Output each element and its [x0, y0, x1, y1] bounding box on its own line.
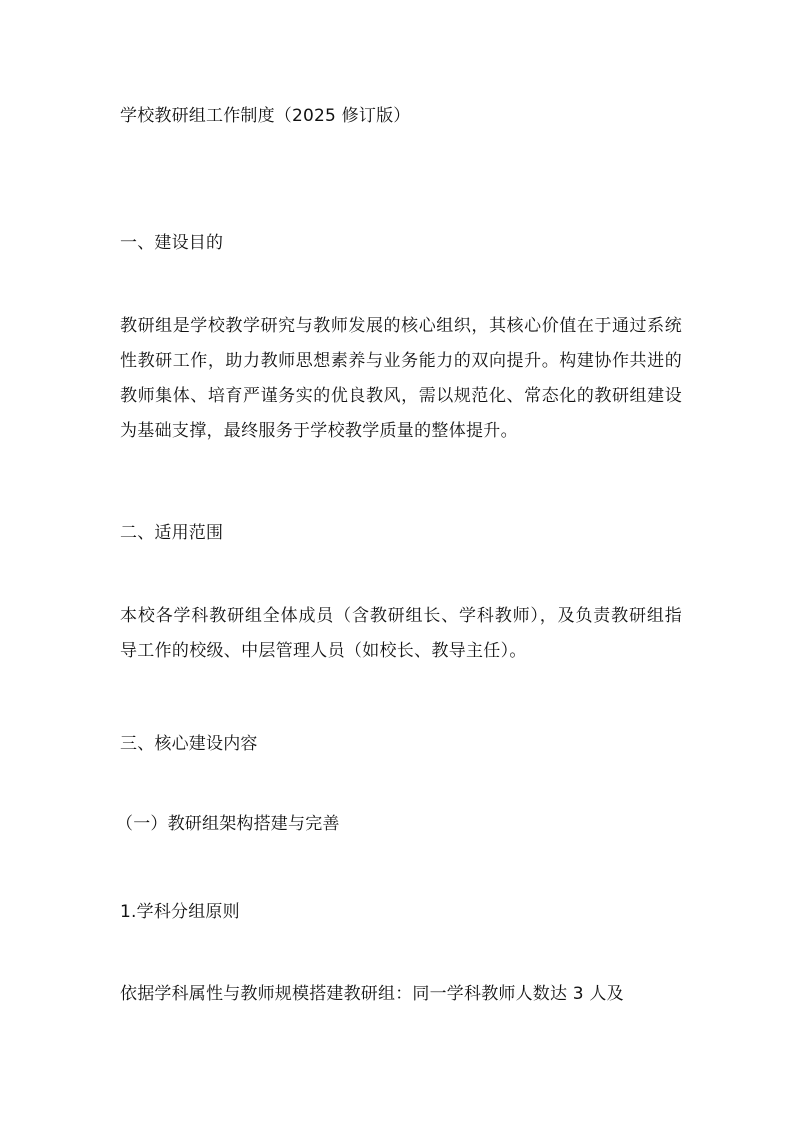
section-heading-core-content: 三、核心建设内容 — [120, 734, 258, 754]
section-heading-scope: 二、适用范围 — [120, 523, 224, 543]
section-body-scope: 本校各学科教研组全体成员（含教研组长、学科教师），及负责教研组指导工作的校级、中层管理人员（如校长、教导主任）。 — [120, 606, 682, 661]
subsection-heading-structure: （一）教研组架构搭建与完善 — [116, 814, 340, 834]
document-title: 学校教研组工作制度（2025 修订版） — [120, 106, 411, 126]
section-body-purpose: 教研组是学校教学研究与教师发展的核心组织，其核心价值在于通过系统性教研工作，助力教师思想素养与业务能力的双向提升。构建协作共进的教师集体、培育严谨务实的优良教风，需以规范化、常态化的教研组建设为基础支撑，最终服务于学校教学质量的整体提升。 — [120, 316, 682, 441]
section-heading-purpose: 一、建设目的 — [120, 233, 224, 253]
item-heading-grouping: 1.学科分组原则 — [120, 902, 240, 922]
item-body-grouping: 依据学科属性与教师规模搭建教研组：同一学科教师人数达 3 人及 — [120, 984, 624, 1004]
